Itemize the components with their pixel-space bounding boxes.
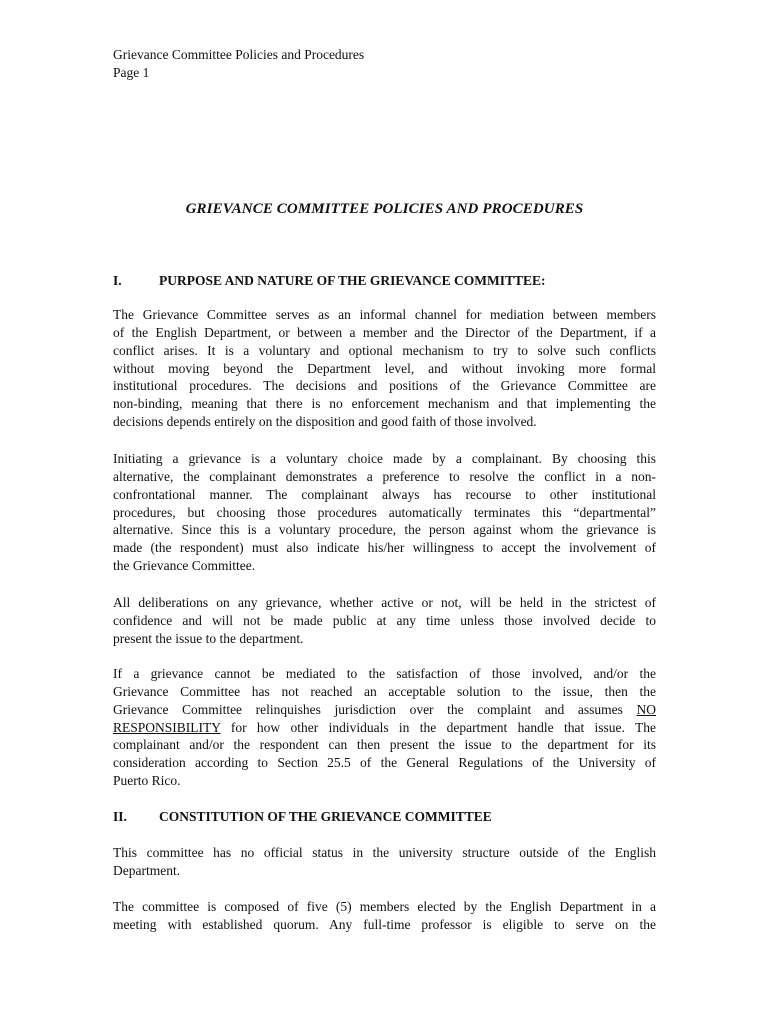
section-1-heading	[113, 272, 546, 290]
section-1-number: I.	[113, 273, 122, 288]
text-line: confrontational manner. The complainant always has recourse to other institutional	[113, 486, 656, 502]
section-1-paragraph-4	[113, 665, 656, 790]
text-line: institutional procedures. The decisions and positions of the Grievance Committee are	[113, 378, 656, 394]
text-line: alternative. Since this is a voluntary procedure, the person against whom the grievance is	[113, 522, 656, 538]
text-line: The committee is composed of five (5) members elected by the English Department in a	[113, 899, 656, 914]
text-line: All deliberations on any grievance, whether active or not, will be held in the strictest of	[113, 595, 656, 610]
text-line: decisions depends entirely on the disposition and good faith of those involved.	[113, 414, 537, 430]
section-2-paragraph-2	[113, 898, 656, 934]
text-line: This committee has no official status in the university structure outside of the English	[113, 845, 656, 860]
section-2-paragraph-1	[113, 844, 656, 880]
section-2-number: II.	[113, 809, 127, 824]
text-line: made (the respondent) must also indicate his/her willingness to accept the involvement of	[113, 540, 656, 556]
text-line: without moving beyond the Department level, and without invoking more formal	[113, 360, 656, 376]
text-line: Grievance Committee has not reached an acceptable solution to the issue, then the	[113, 683, 656, 699]
section-1-paragraph-3	[113, 594, 656, 648]
text-line: alternative, the complainant demonstrates a preference to resolve the conflict in a non-	[113, 468, 656, 484]
document-title: GRIEVANCE COMMITTEE POLICIES AND PROCEDURES	[185, 201, 584, 217]
text-line: meeting with established quorum. Any full-time professor is eligible to serve on the	[113, 916, 656, 932]
text-line: The Grievance Committee serves as an informal channel for mediation between members	[113, 307, 656, 322]
underlined-emphasis: RESPONSIBILITY	[113, 719, 221, 735]
section-2-heading	[113, 808, 492, 826]
section-2-title: CONSTITUTION OF THE GRIEVANCE COMMITTEE	[159, 809, 492, 824]
text-line: Initiating a grievance is a voluntary choice made by a complainant. By choosing this	[113, 451, 656, 466]
text-line: procedures, but choosing those procedures automatically terminates this “departmental”	[113, 504, 656, 520]
text-line: If a grievance cannot be mediated to the satisfaction of those involved, and/or the	[113, 666, 656, 681]
underlined-emphasis: NO	[636, 701, 656, 717]
text-run: Grievance Committee relinquishes jurisdiction over the complaint and assumes	[113, 701, 637, 717]
text-line: conflict arises. It is a voluntary and optional mechanism to try to solve such conflicts	[113, 342, 656, 358]
text-line	[113, 719, 656, 737]
running-header	[113, 46, 364, 82]
text-line: the Grievance Committee.	[113, 558, 256, 574]
text-line: non-binding, meaning that there is no enforcement mechanism and that implementing the	[113, 396, 656, 412]
section-1-paragraph-1	[113, 306, 656, 431]
page-number: Page 1	[113, 65, 150, 80]
text-run: for how other individuals in the department handle that issue. The	[220, 719, 656, 735]
section-1-paragraph-2	[113, 450, 656, 575]
text-line: Puerto Rico.	[113, 773, 181, 789]
text-line: Department.	[113, 862, 181, 878]
text-line: consideration according to Section 25.5 of the General Regulations of the University of	[113, 755, 656, 771]
text-line	[113, 701, 656, 719]
section-1-title: PURPOSE AND NATURE OF THE GRIEVANCE COMMITTEE:	[159, 273, 546, 288]
text-line: confidence and will not be made public at any time unless those involved decide to	[113, 612, 656, 628]
header-title: Grievance Committee Policies and Procedures	[113, 47, 365, 62]
text-line: complainant and/or the respondent can then present the issue to the department for its	[113, 737, 656, 753]
text-line: of the English Department, or between a member and the Director of the Department, if a	[113, 324, 656, 340]
text-line: present the issue to the department.	[113, 630, 304, 646]
